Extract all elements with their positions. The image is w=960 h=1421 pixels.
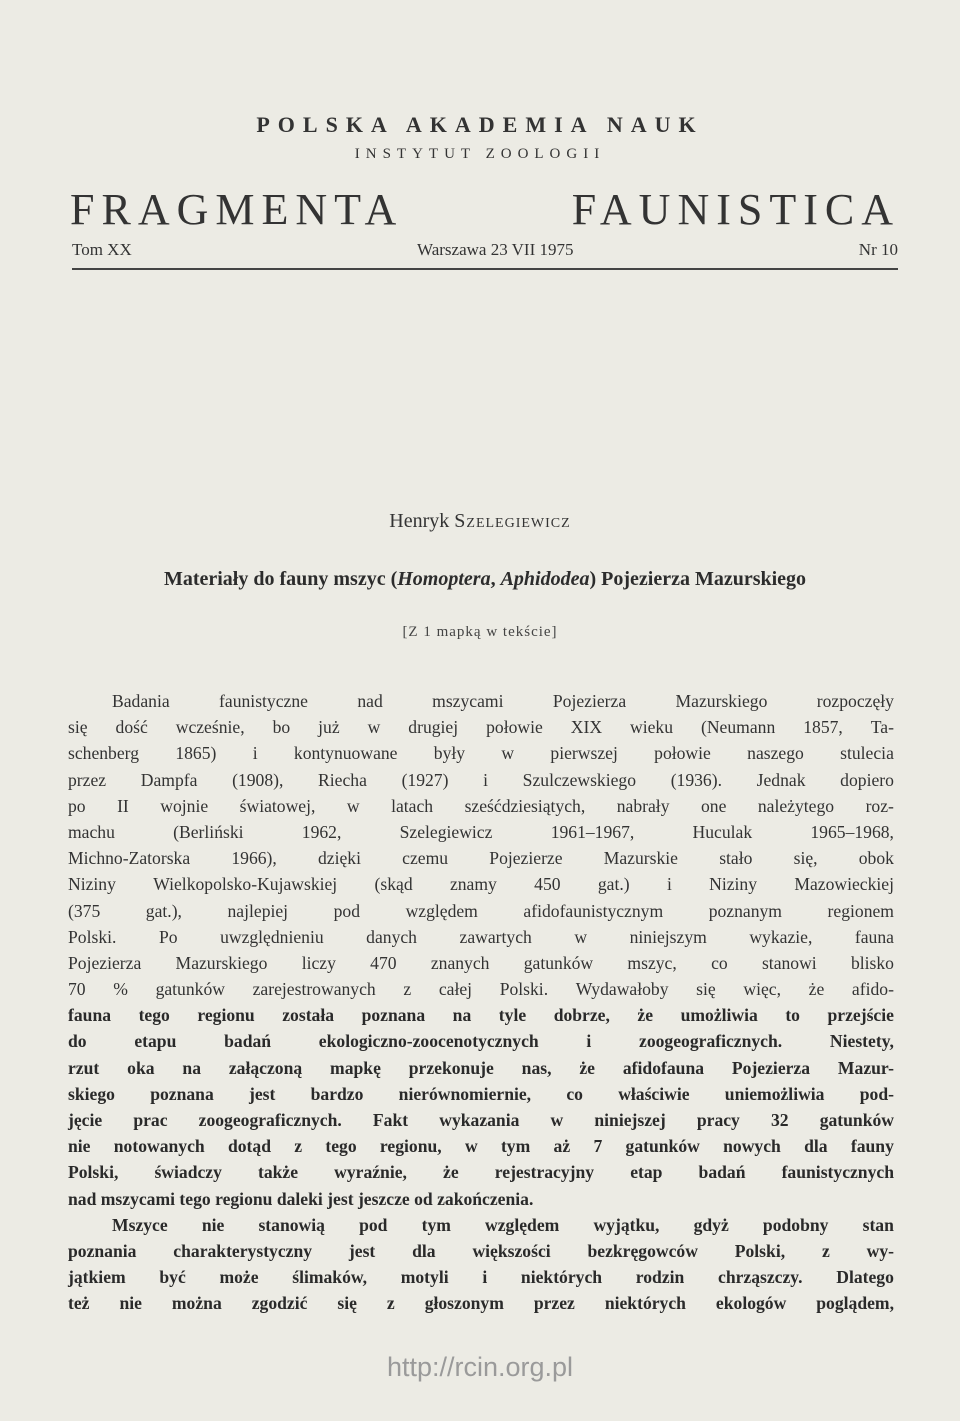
body-word: względem: [405, 900, 478, 921]
body-word: danych: [366, 926, 417, 947]
title-separator: ,: [490, 568, 501, 590]
body-word: one: [700, 795, 727, 816]
title-prefix: Materiały do fauny mszyc (: [163, 568, 398, 590]
body-word: już: [318, 717, 340, 738]
body-line: [68, 1238, 894, 1264]
body-word: głoszonym: [424, 1293, 504, 1314]
body-word: wojnie: [160, 795, 209, 816]
body-word: wcześnie,: [175, 717, 245, 738]
body-word: faunistycznych: [781, 1162, 894, 1183]
author-last-name: Szelegiewicz: [454, 510, 571, 532]
body-word: 70: [68, 979, 86, 1000]
body-word: etap: [630, 1162, 663, 1183]
body-word: Polski,: [734, 1240, 786, 1261]
body-word: Po: [158, 926, 178, 947]
header-rule: [72, 268, 898, 270]
body-word: skiego: [68, 1083, 115, 1104]
body-word: że: [443, 1162, 459, 1183]
body-word: (375: [68, 900, 101, 921]
body-word: Szelegiewicz: [399, 821, 493, 842]
author-first-name: Henryk: [389, 510, 450, 532]
body-line: [68, 1055, 894, 1081]
body-word: dzięki: [317, 848, 361, 869]
body-word: Dlatego: [836, 1267, 894, 1288]
body-word: na: [452, 1005, 472, 1026]
body-word: że: [808, 979, 825, 1000]
body-word: uniemożliwia: [724, 1083, 825, 1104]
body-word: gatunków: [625, 1136, 700, 1157]
body-word: pod: [333, 900, 361, 921]
body-word: niniejszej: [594, 1110, 666, 1130]
body-word: gatunków: [819, 1110, 894, 1130]
body-word: to: [785, 1005, 800, 1026]
body-word: poglądem,: [816, 1293, 894, 1314]
body-line: [68, 1002, 894, 1028]
body-word: znanych: [430, 952, 490, 973]
body-word: być: [159, 1267, 186, 1288]
body-word: stan: [862, 1214, 894, 1235]
title-homoptera: Homoptera: [397, 568, 491, 590]
body-word: ekologów: [715, 1293, 787, 1314]
body-word: fauny: [850, 1136, 894, 1157]
body-word: rozpoczęły: [816, 691, 894, 711]
issue-date: Warszawa 23 VII 1975: [417, 240, 574, 259]
body-word: mszyc,: [627, 952, 677, 973]
body-word: podobny: [762, 1214, 829, 1235]
body-word: stanowią: [258, 1214, 325, 1235]
body-line: [68, 976, 894, 1002]
body-word: (1908),: [232, 769, 284, 790]
body-word: poznana: [150, 1083, 214, 1104]
body-word: dobrze,: [553, 1005, 610, 1026]
body-word: liczy: [301, 952, 336, 973]
body-line: [68, 1028, 894, 1054]
body-word: afido-: [851, 979, 894, 1000]
body-word: przez: [533, 1293, 575, 1314]
body-word: fauna: [68, 1005, 112, 1026]
body-word: właściwie: [618, 1083, 690, 1104]
body-word: wykazania: [439, 1110, 520, 1130]
body-word: nowych: [723, 1136, 781, 1157]
body-word: stanowi: [761, 952, 817, 973]
body-word: Pojezierza: [731, 1057, 811, 1078]
body-word: Mszyce: [112, 1214, 168, 1235]
body-word: mszycami: [432, 691, 504, 711]
body-word: latach: [391, 795, 434, 816]
body-word: Pojezierza: [68, 952, 142, 973]
body-word: Pojezierza: [552, 691, 627, 711]
body-word: gat.): [597, 874, 630, 895]
body-word: gatunków: [523, 952, 594, 973]
body-word: w: [346, 795, 360, 816]
body-word: jęcie: [68, 1110, 103, 1130]
body-text: [68, 688, 894, 1317]
body-word: została: [282, 1005, 335, 1026]
body-word: i: [252, 743, 258, 764]
body-line: [68, 819, 894, 845]
body-word: tego: [325, 1136, 357, 1157]
body-word: Wydawałoby: [575, 979, 669, 1000]
body-word: w: [501, 743, 515, 764]
body-word: 1962,: [301, 821, 342, 842]
body-word: stulecia: [840, 743, 894, 764]
body-word: kontynuowane: [293, 743, 398, 764]
body-word: dotąd: [227, 1136, 271, 1157]
body-line: [68, 793, 894, 819]
issue-number: Nr 10: [858, 240, 898, 259]
body-line: [68, 1107, 894, 1133]
body-word: Dampfa: [140, 769, 198, 790]
body-word: zoogeograficznych.: [198, 1110, 342, 1130]
body-word: Polski.: [68, 926, 117, 947]
academy-name: POLSKA AKADEMIA NAUK: [256, 112, 704, 137]
body-word: dość: [115, 717, 148, 738]
body-word: notowanych: [113, 1136, 205, 1157]
body-word: i: [666, 874, 672, 895]
volume-label: Tom XX: [72, 240, 132, 259]
body-word: też: [68, 1293, 90, 1314]
map-note: [Z 1 mapką w tekście]: [402, 624, 558, 640]
body-word: wyraźnie,: [334, 1162, 407, 1183]
body-word: wyjątku,: [593, 1214, 660, 1235]
body-word: umożliwia: [680, 1005, 758, 1026]
body-word: najlepiej: [227, 900, 289, 921]
body-word: w: [464, 1136, 478, 1157]
body-word: co: [566, 1083, 583, 1104]
body-word: niektórych: [520, 1267, 603, 1288]
body-word: prac: [133, 1110, 168, 1130]
body-word: nas,: [521, 1057, 552, 1078]
body-word: regionem: [827, 900, 894, 921]
body-word: uwzględnieniu: [220, 926, 324, 947]
body-word: dla: [412, 1240, 436, 1261]
body-word: światowej,: [239, 795, 316, 816]
body-line: [68, 845, 894, 871]
body-word: się: [696, 979, 716, 1000]
body-word: chrząszczy.: [718, 1267, 803, 1288]
body-word: Badania: [112, 691, 170, 711]
body-word: obok: [858, 848, 894, 869]
body-word: tym: [500, 1136, 531, 1157]
body-word: 1966),: [231, 848, 277, 869]
body-word: gatunków: [155, 979, 225, 1000]
body-word: 1857,: [803, 717, 843, 738]
body-line: [68, 714, 894, 740]
body-word: można: [171, 1293, 222, 1314]
body-line: [68, 871, 894, 897]
body-word: fauna: [854, 926, 894, 947]
body-word: przekonuje: [408, 1057, 494, 1078]
body-word: nie: [201, 1214, 225, 1235]
body-word: całej: [438, 979, 473, 1000]
body-word: z: [386, 1293, 395, 1314]
body-word: poznania: [68, 1240, 137, 1261]
body-word: machu: [68, 821, 115, 842]
body-word: motyli: [400, 1267, 449, 1288]
body-line: nad mszycami tego regionu daleki jest jeszcze od zakończenia.: [68, 1188, 534, 1209]
body-word: i: [586, 1031, 592, 1052]
body-word: etapu: [134, 1031, 177, 1052]
body-word: Szulczewskiego: [522, 769, 637, 790]
body-word: %: [113, 979, 128, 1000]
body-word: znamy: [449, 874, 497, 895]
body-word: i: [483, 769, 489, 790]
body-word: 7: [593, 1136, 603, 1157]
body-word: (1927): [401, 769, 449, 790]
body-word: co: [711, 952, 728, 973]
body-word: nierównomiernie,: [398, 1083, 532, 1104]
body-word: były: [433, 743, 466, 764]
body-word: Michno-Zatorska: [68, 848, 191, 869]
body-word: się,: [793, 848, 818, 869]
body-word: może: [219, 1267, 259, 1288]
body-word: poznana: [361, 1005, 426, 1026]
body-word: bezkręgowców: [587, 1240, 698, 1261]
body-word: (Berliński: [173, 821, 244, 842]
body-word: większości: [472, 1240, 551, 1261]
body-word: Niziny: [68, 874, 116, 895]
body-word: wieku: [630, 717, 674, 738]
body-word: niektórych: [604, 1293, 686, 1314]
body-word: po: [68, 795, 86, 816]
body-word: do: [68, 1031, 87, 1052]
body-word: przejście: [827, 1005, 894, 1026]
body-word: że: [579, 1057, 595, 1078]
body-line: [68, 1264, 894, 1290]
body-word: pod: [359, 1214, 388, 1235]
body-word: także: [257, 1162, 299, 1183]
body-word: 450: [534, 874, 561, 895]
body-word: pracy: [696, 1110, 740, 1130]
body-word: (1936).: [670, 769, 722, 790]
body-word: z: [294, 1136, 303, 1157]
body-word: dopiero: [840, 769, 894, 790]
body-word: pod-: [859, 1083, 894, 1104]
body-line: [68, 1133, 894, 1159]
body-word: zgodzić: [251, 1293, 308, 1314]
body-word: nie: [68, 1136, 91, 1157]
article-title: [70, 568, 900, 591]
body-word: bo: [272, 717, 291, 738]
body-word: roz-: [865, 795, 894, 816]
body-word: się: [68, 717, 88, 738]
body-word: że: [637, 1005, 654, 1026]
body-word: Ta-: [870, 717, 894, 738]
body-word: afidofauna: [622, 1057, 705, 1078]
body-word: Mazurskie: [603, 848, 678, 869]
body-word: przez: [68, 769, 107, 790]
body-word: nie: [119, 1293, 142, 1314]
body-line: [68, 740, 894, 766]
body-word: niniejszym: [629, 926, 707, 947]
body-word: świadczy: [154, 1162, 222, 1183]
body-word: nad: [357, 691, 383, 711]
body-word: 1865): [175, 743, 217, 764]
body-word: Riecha: [318, 769, 367, 790]
body-word: oka: [127, 1057, 155, 1078]
title-aphidodea: Aphidodea: [500, 568, 590, 590]
body-line: [68, 898, 894, 924]
body-word: 1961–1967,: [550, 821, 635, 842]
body-word: naszego: [747, 743, 804, 764]
body-word: Pojezierze: [489, 848, 563, 869]
body-word: 1965–1968,: [810, 821, 894, 842]
body-line: [68, 950, 894, 976]
body-line: [68, 767, 894, 793]
body-word: rejestracyjny: [494, 1162, 595, 1183]
body-word: tego: [138, 1005, 170, 1026]
body-line: [68, 924, 894, 950]
body-word: poznanym: [708, 900, 782, 921]
body-word: ekologiczno-zoocenotycznych: [318, 1031, 539, 1052]
body-word: dla: [804, 1136, 828, 1157]
body-word: afidofaunistycznym: [523, 900, 664, 921]
author-name: [0, 510, 960, 533]
body-word: połowie: [654, 743, 711, 764]
body-word: badań: [224, 1031, 272, 1052]
body-word: Mazurskiego: [675, 691, 768, 711]
body-word: w: [550, 1110, 564, 1130]
body-line: [68, 1081, 894, 1107]
body-line: [68, 1159, 894, 1185]
body-word: wy-: [866, 1240, 894, 1261]
body-word: w: [574, 926, 588, 947]
body-word: nabrały: [616, 795, 670, 816]
body-word: zoogeograficznych.: [639, 1031, 783, 1052]
body-word: względem: [485, 1214, 560, 1235]
body-word: charakterystyczny: [173, 1240, 313, 1261]
body-word: Mazurskiego: [175, 952, 268, 973]
body-word: schenberg: [68, 743, 140, 764]
body-word: gat.),: [145, 900, 182, 921]
body-line: [68, 1212, 894, 1238]
body-word: z: [821, 1240, 830, 1261]
journal-title: [70, 184, 900, 235]
body-word: jest: [249, 1083, 276, 1104]
body-word: rzut: [68, 1057, 100, 1078]
body-word: blisko: [850, 952, 894, 973]
body-word: Jednak: [756, 769, 806, 790]
body-word: należytego: [757, 795, 835, 816]
body-word: zawartych: [459, 926, 532, 947]
body-word: więc,: [743, 979, 781, 1000]
body-word: się: [337, 1293, 357, 1314]
journal-title-word-2: FAUNISTICA: [571, 185, 900, 234]
body-word: czemu: [402, 848, 449, 869]
body-word: Mazur-: [837, 1057, 894, 1078]
body-word: 32: [770, 1110, 789, 1130]
body-word: drugiej: [408, 717, 459, 738]
body-word: wykazie,: [749, 926, 813, 947]
body-line: [68, 1290, 894, 1316]
body-word: Niziny: [709, 874, 758, 895]
body-word: mapkę: [330, 1057, 381, 1078]
body-word: bardzo: [310, 1083, 364, 1104]
title-suffix: ) Pojezierza Mazurskiego: [589, 568, 807, 590]
source-url: http://rcin.org.pl: [386, 1352, 574, 1382]
body-word: w: [367, 717, 381, 738]
body-word: tym: [421, 1214, 451, 1235]
body-word: (Neumann: [700, 717, 776, 738]
body-word: regionu: [197, 1005, 255, 1026]
body-word: połowie: [486, 717, 543, 738]
body-word: na: [182, 1057, 201, 1078]
body-word: II: [117, 795, 129, 816]
journal-title-word-1: FRAGMENTA: [70, 185, 404, 234]
body-word: jątkiem: [68, 1267, 126, 1288]
body-word: Polski.: [499, 979, 549, 1000]
body-word: badań: [698, 1162, 746, 1183]
body-word: i: [482, 1267, 488, 1288]
body-word: Wielkopolsko-Kujawskiej: [153, 874, 338, 895]
body-word: Niestety,: [829, 1031, 894, 1052]
body-word: Polski,: [68, 1162, 119, 1183]
issue-info: [72, 240, 898, 260]
body-word: gdyż: [693, 1214, 729, 1235]
body-word: 470: [370, 952, 397, 973]
body-word: Fakt: [372, 1110, 409, 1130]
body-word: stało: [719, 848, 753, 869]
body-word: jest: [348, 1240, 376, 1261]
body-word: Huculak: [692, 821, 753, 842]
body-word: XIX: [570, 717, 603, 738]
body-word: faunistyczne: [219, 691, 308, 711]
body-word: zarejestrowanych: [252, 979, 376, 1000]
body-word: załączoną: [228, 1057, 303, 1078]
body-word: tyle: [498, 1005, 527, 1026]
body-word: pierwszej: [550, 743, 618, 764]
body-word: Mazowieckiej: [794, 874, 894, 895]
body-word: z: [403, 979, 412, 1000]
body-line: [68, 688, 894, 714]
body-word: ślimaków,: [292, 1267, 368, 1288]
body-word: (skąd: [374, 874, 413, 895]
body-word: aż: [553, 1136, 571, 1157]
institute-name: INSTYTUT ZOOLOGII: [354, 146, 606, 162]
body-word: sześćdziesiątych,: [464, 795, 586, 816]
body-word: rodzin: [635, 1267, 685, 1288]
body-word: regionu,: [379, 1136, 442, 1157]
